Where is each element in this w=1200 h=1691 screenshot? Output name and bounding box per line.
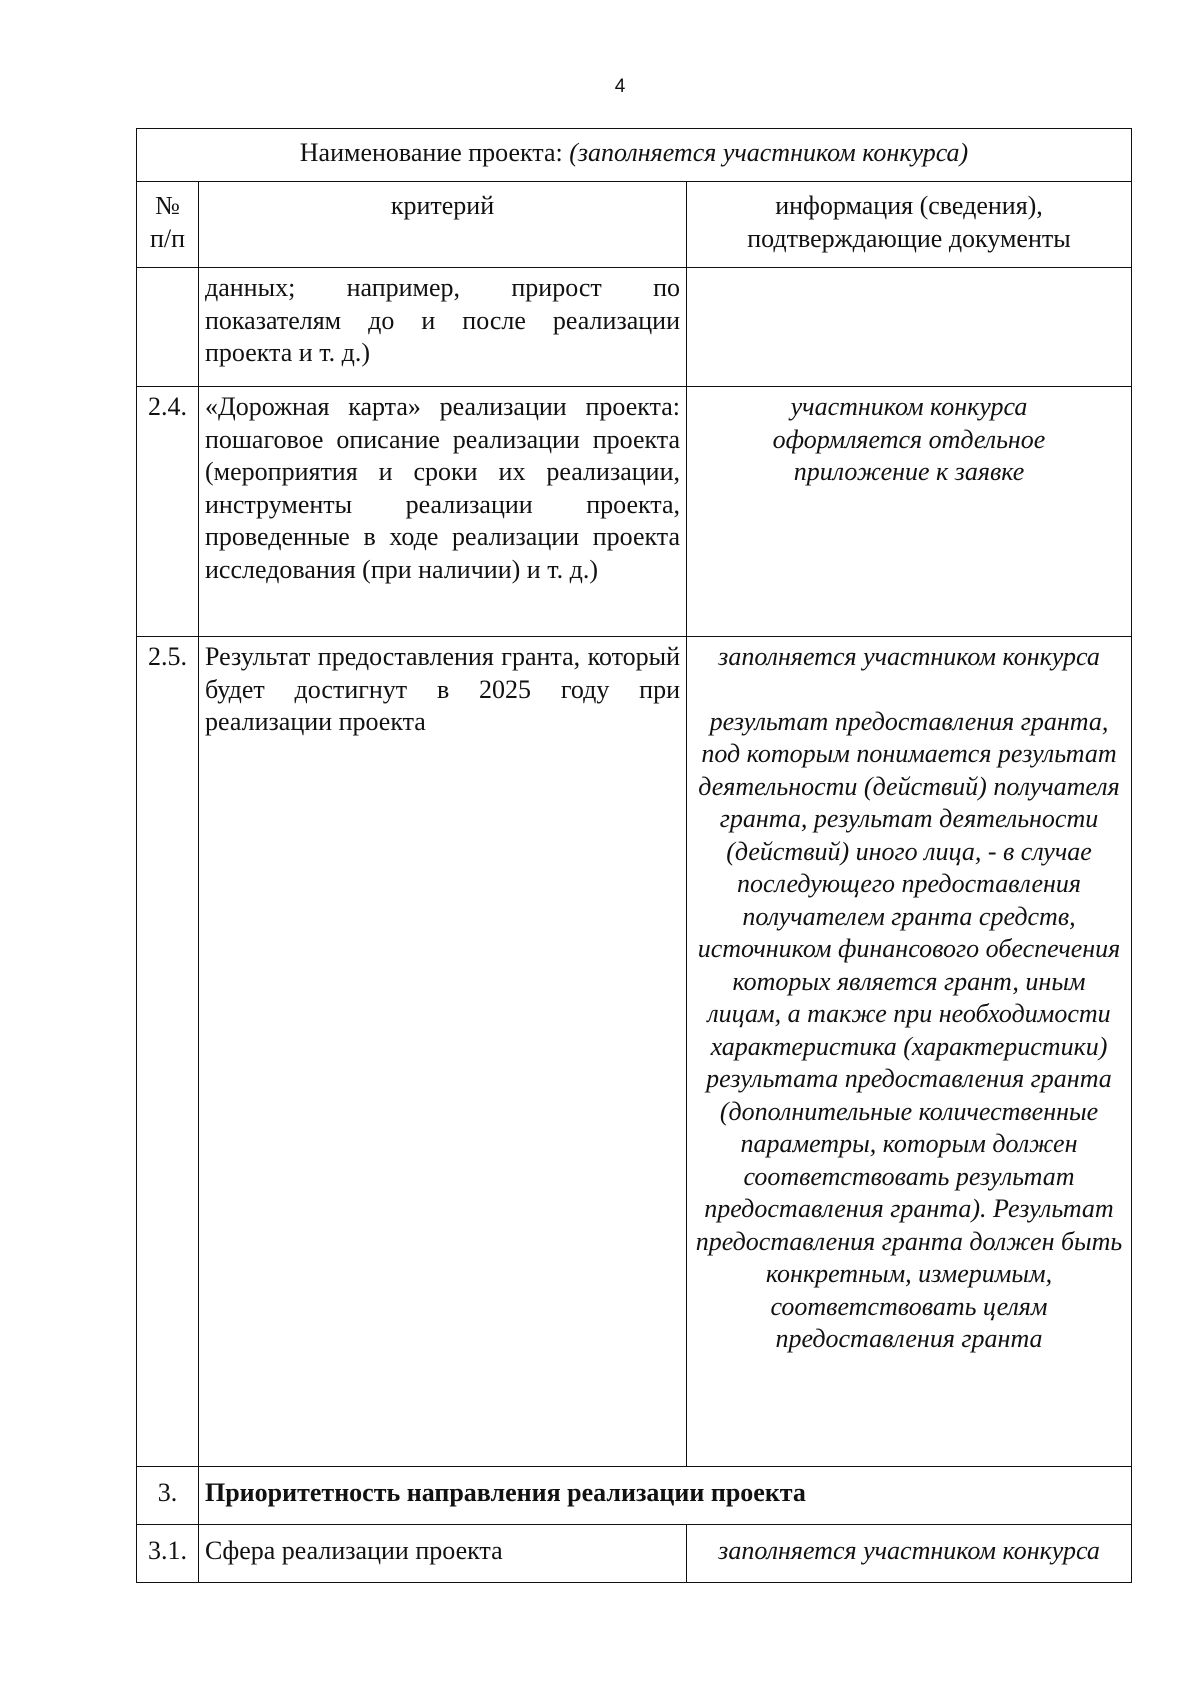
project-criteria-table (136, 128, 1132, 1583)
row-info: заполняется участником конкурса (687, 1525, 1132, 1583)
row-num (137, 268, 199, 387)
row-info: участником конкурса оформляется отдельное приложение к заявке (687, 387, 1132, 637)
table-row (137, 637, 1132, 1467)
row-criterion: данных; например, прирост по показателям до и после реализации проекта и т. д.) (199, 268, 687, 387)
header-num (137, 182, 199, 268)
header-num-line1: № (155, 191, 180, 220)
header-num-line2: п/п (149, 223, 186, 253)
row-num: 2.5. (137, 637, 199, 1467)
row-num: 3.1. (137, 1525, 199, 1583)
row-info (687, 268, 1132, 387)
row-num: 3. (137, 1467, 199, 1525)
header-row (137, 182, 1132, 268)
row-info-instruction: заполняется участником конкурса (718, 642, 1100, 671)
row-info (687, 637, 1132, 1467)
row-criterion: Сфера реализации проекта (199, 1525, 687, 1583)
header-info-line2: подтверждающие документы (747, 223, 1071, 253)
table-row (137, 387, 1132, 637)
row-criterion: «Дорожная карта» реализации проекта: пошаговое описание реализации проекта (мероприятия и сроки их реализации, инструменты реализации проекта, проведенные в ходе реализации проекта исследования (при наличии) и т. д.) (199, 387, 687, 637)
row-criterion: Результат предоставления гранта, который будет достигнут в 2025 году при реализации проекта (199, 637, 687, 1467)
section-title: Приоритетность направления реализации проекта (199, 1467, 1132, 1525)
spacer (691, 674, 1127, 706)
table-row (137, 1525, 1132, 1583)
page-number: 4 (614, 76, 626, 97)
table-row (137, 268, 1132, 387)
header-criterion: критерий (199, 182, 687, 268)
header-info-line1: информация (сведения), (775, 191, 1043, 220)
section-row (137, 1467, 1132, 1525)
row-num: 2.4. (137, 387, 199, 637)
row-info-description: результат предоставления гранта, под которым понимается результат деятельности (действий) получателя гранта, результат деятельности (действий) иного лица, - в случае последующего предоставления получателем гранта средств, источником финансового обеспечения которых является грант, иным лицам, а также при необходимости характеристика (характеристики) результата предоставления гранта (дополнительные количественные параметры, которым должен соответствовать результат предоставления гранта). Результат предоставления гранта должен быть конкретным, измеримым, соответствовать целям предоставления гранта (695, 706, 1123, 1353)
project-name-label: Наименование проекта: (299, 138, 563, 167)
project-name-cell (137, 129, 1132, 182)
table-title-row (137, 129, 1132, 182)
header-info (687, 182, 1132, 268)
project-name-note: (заполняется участником конкурса) (569, 138, 969, 167)
